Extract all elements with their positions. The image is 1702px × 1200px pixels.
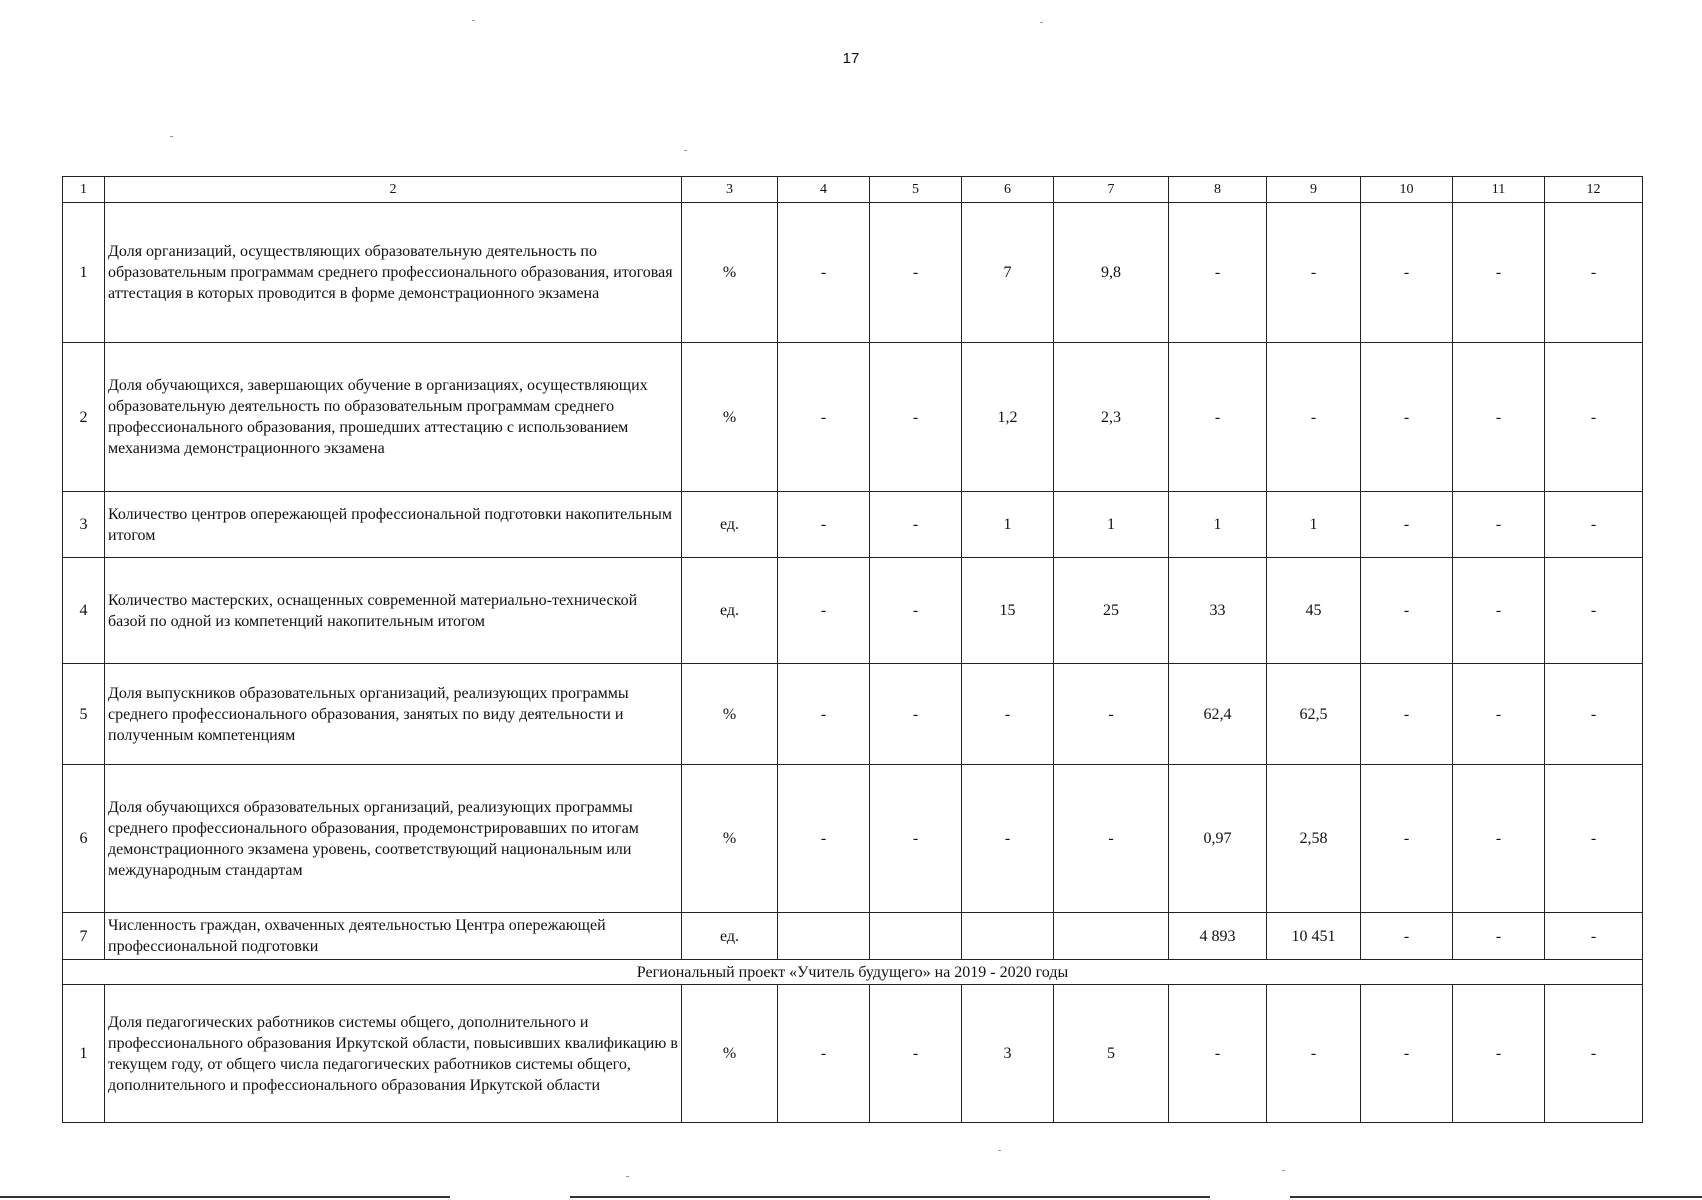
indicator-name: Доля обучающихся, завершающих обучение в организациях, осуществляющих образовательную деятельность по образовательным программам среднего профессионального образования, прошедших аттестацию с использованием механизма демонстрационного экзамена <box>105 343 682 492</box>
table-row <box>63 558 1643 664</box>
header-cell: 10 <box>1361 177 1453 203</box>
value-cell: - <box>1453 492 1545 558</box>
value-cell: - <box>778 664 870 765</box>
value-cell: - <box>1453 765 1545 913</box>
indicator-name: Доля организаций, осуществляющих образовательную деятельность по образовательным программам среднего профессионального образования, итоговая аттестация в которых проводится в форме демонстрационного экзамена <box>105 203 682 343</box>
row-number: 1 <box>63 985 105 1123</box>
value-cell: - <box>1545 765 1643 913</box>
page-number: 17 <box>842 50 860 67</box>
section-row <box>63 960 1643 985</box>
table-row <box>63 664 1643 765</box>
value-cell: - <box>778 343 870 492</box>
row-number: 7 <box>63 913 105 960</box>
indicator-name: Количество центров опережающей профессиональной подготовки накопительным итогом <box>105 492 682 558</box>
indicator-name: Количество мастерских, оснащенных современной материально-технической базой по одной из компетенций накопительным итогом <box>105 558 682 664</box>
unit-cell: % <box>682 203 778 343</box>
header-cell: 3 <box>682 177 778 203</box>
value-cell: - <box>870 664 962 765</box>
value-cell: - <box>1169 203 1267 343</box>
value-cell: 2,58 <box>1267 765 1361 913</box>
scan-edge-line <box>1290 1196 1702 1198</box>
unit-cell: ед. <box>682 492 778 558</box>
section-title: Региональный проект «Учитель будущего» на 2019 - 2020 годы <box>63 960 1643 985</box>
value-cell: 1 <box>962 492 1054 558</box>
value-cell: - <box>1545 203 1643 343</box>
row-number: 4 <box>63 558 105 664</box>
value-cell: - <box>1267 343 1361 492</box>
indicator-name: Доля выпускников образовательных организаций, реализующих программы среднего профессионального образования, занятых по виду деятельности и полученным компетенциям <box>105 664 682 765</box>
scan-edge-line <box>570 1196 1210 1198</box>
indicator-name: Доля обучающихся образовательных организаций, реализующих программы среднего профессионального образования, продемонстрировавших по итогам демонстрационного экзамена уровень, соответствующий национальным или международным стандартам <box>105 765 682 913</box>
value-cell: 1 <box>1054 492 1169 558</box>
table-row <box>63 765 1643 913</box>
scan-speck <box>998 1150 1001 1151</box>
value-cell: - <box>870 492 962 558</box>
header-cell: 11 <box>1453 177 1545 203</box>
header-cell: 6 <box>962 177 1054 203</box>
value-cell: - <box>1361 664 1453 765</box>
value-cell: - <box>1453 558 1545 664</box>
value-cell: - <box>778 558 870 664</box>
value-cell: - <box>962 664 1054 765</box>
value-cell: - <box>1361 558 1453 664</box>
unit-cell: % <box>682 343 778 492</box>
value-cell: - <box>778 985 870 1123</box>
value-cell: - <box>1361 985 1453 1123</box>
value-cell: - <box>962 765 1054 913</box>
value-cell: - <box>870 343 962 492</box>
row-number: 5 <box>63 664 105 765</box>
value-cell: 1 <box>1169 492 1267 558</box>
value-cell: - <box>1545 343 1643 492</box>
value-cell: - <box>778 203 870 343</box>
header-cell: 9 <box>1267 177 1361 203</box>
scan-speck <box>1282 1170 1285 1171</box>
value-cell: - <box>870 985 962 1123</box>
table-row <box>63 913 1643 960</box>
row-number: 6 <box>63 765 105 913</box>
value-cell <box>778 913 870 960</box>
header-cell: 12 <box>1545 177 1643 203</box>
value-cell: 62,4 <box>1169 664 1267 765</box>
value-cell: - <box>1267 985 1361 1123</box>
header-cell: 2 <box>105 177 682 203</box>
value-cell: - <box>1453 203 1545 343</box>
unit-cell: % <box>682 664 778 765</box>
value-cell: 33 <box>1169 558 1267 664</box>
value-cell: - <box>1054 664 1169 765</box>
value-cell: - <box>1545 492 1643 558</box>
scan-edge-line <box>0 1196 450 1198</box>
value-cell: 45 <box>1267 558 1361 664</box>
value-cell: - <box>1361 203 1453 343</box>
value-cell: - <box>870 203 962 343</box>
value-cell: - <box>1169 343 1267 492</box>
value-cell: - <box>870 558 962 664</box>
value-cell <box>962 913 1054 960</box>
value-cell: - <box>1361 913 1453 960</box>
header-row <box>63 177 1643 203</box>
value-cell: - <box>1545 913 1643 960</box>
indicator-name: Доля педагогических работников системы общего, дополнительного и профессионального образования Иркутской области, повысивших квалификацию в текущем году, от общего числа педагогических работников системы общего, дополнительного и профессионального образования Иркутской области <box>105 985 682 1123</box>
header-cell: 1 <box>63 177 105 203</box>
unit-cell: % <box>682 985 778 1123</box>
header-cell: 5 <box>870 177 962 203</box>
row-number: 1 <box>63 203 105 343</box>
table-row <box>63 343 1643 492</box>
table-row <box>63 203 1643 343</box>
value-cell: 4 893 <box>1169 913 1267 960</box>
header-cell: 7 <box>1054 177 1169 203</box>
value-cell: - <box>778 765 870 913</box>
table-row <box>63 985 1643 1123</box>
value-cell: - <box>1453 985 1545 1123</box>
value-cell: - <box>1361 492 1453 558</box>
value-cell <box>870 913 962 960</box>
value-cell: - <box>1453 913 1545 960</box>
scan-speck <box>1040 22 1043 23</box>
value-cell: - <box>1054 765 1169 913</box>
value-cell: - <box>870 765 962 913</box>
value-cell: - <box>1361 343 1453 492</box>
value-cell: - <box>1267 203 1361 343</box>
value-cell: - <box>1453 343 1545 492</box>
indicators-table <box>62 176 1643 1123</box>
header-cell: 8 <box>1169 177 1267 203</box>
value-cell: 5 <box>1054 985 1169 1123</box>
row-number: 3 <box>63 492 105 558</box>
value-cell: - <box>1545 664 1643 765</box>
scan-speck <box>472 20 475 21</box>
value-cell: - <box>1545 985 1643 1123</box>
value-cell: - <box>778 492 870 558</box>
value-cell: 3 <box>962 985 1054 1123</box>
value-cell: 62,5 <box>1267 664 1361 765</box>
table-row <box>63 492 1643 558</box>
header-cell: 4 <box>778 177 870 203</box>
value-cell: - <box>1361 765 1453 913</box>
value-cell: 0,97 <box>1169 765 1267 913</box>
value-cell: 15 <box>962 558 1054 664</box>
row-number: 2 <box>63 343 105 492</box>
value-cell: 9,8 <box>1054 203 1169 343</box>
value-cell: - <box>1453 664 1545 765</box>
value-cell: 7 <box>962 203 1054 343</box>
value-cell: - <box>1545 558 1643 664</box>
unit-cell: % <box>682 765 778 913</box>
scan-speck <box>170 136 173 137</box>
value-cell: 25 <box>1054 558 1169 664</box>
scan-speck <box>626 1176 629 1177</box>
scan-speck <box>684 150 687 151</box>
unit-cell: ед. <box>682 558 778 664</box>
value-cell: 1 <box>1267 492 1361 558</box>
value-cell: 10 451 <box>1267 913 1361 960</box>
value-cell: 2,3 <box>1054 343 1169 492</box>
indicator-name: Численность граждан, охваченных деятельностью Центра опережающей профессиональной подготовки <box>105 913 682 960</box>
value-cell: 1,2 <box>962 343 1054 492</box>
value-cell: - <box>1169 985 1267 1123</box>
value-cell <box>1054 913 1169 960</box>
unit-cell: ед. <box>682 913 778 960</box>
